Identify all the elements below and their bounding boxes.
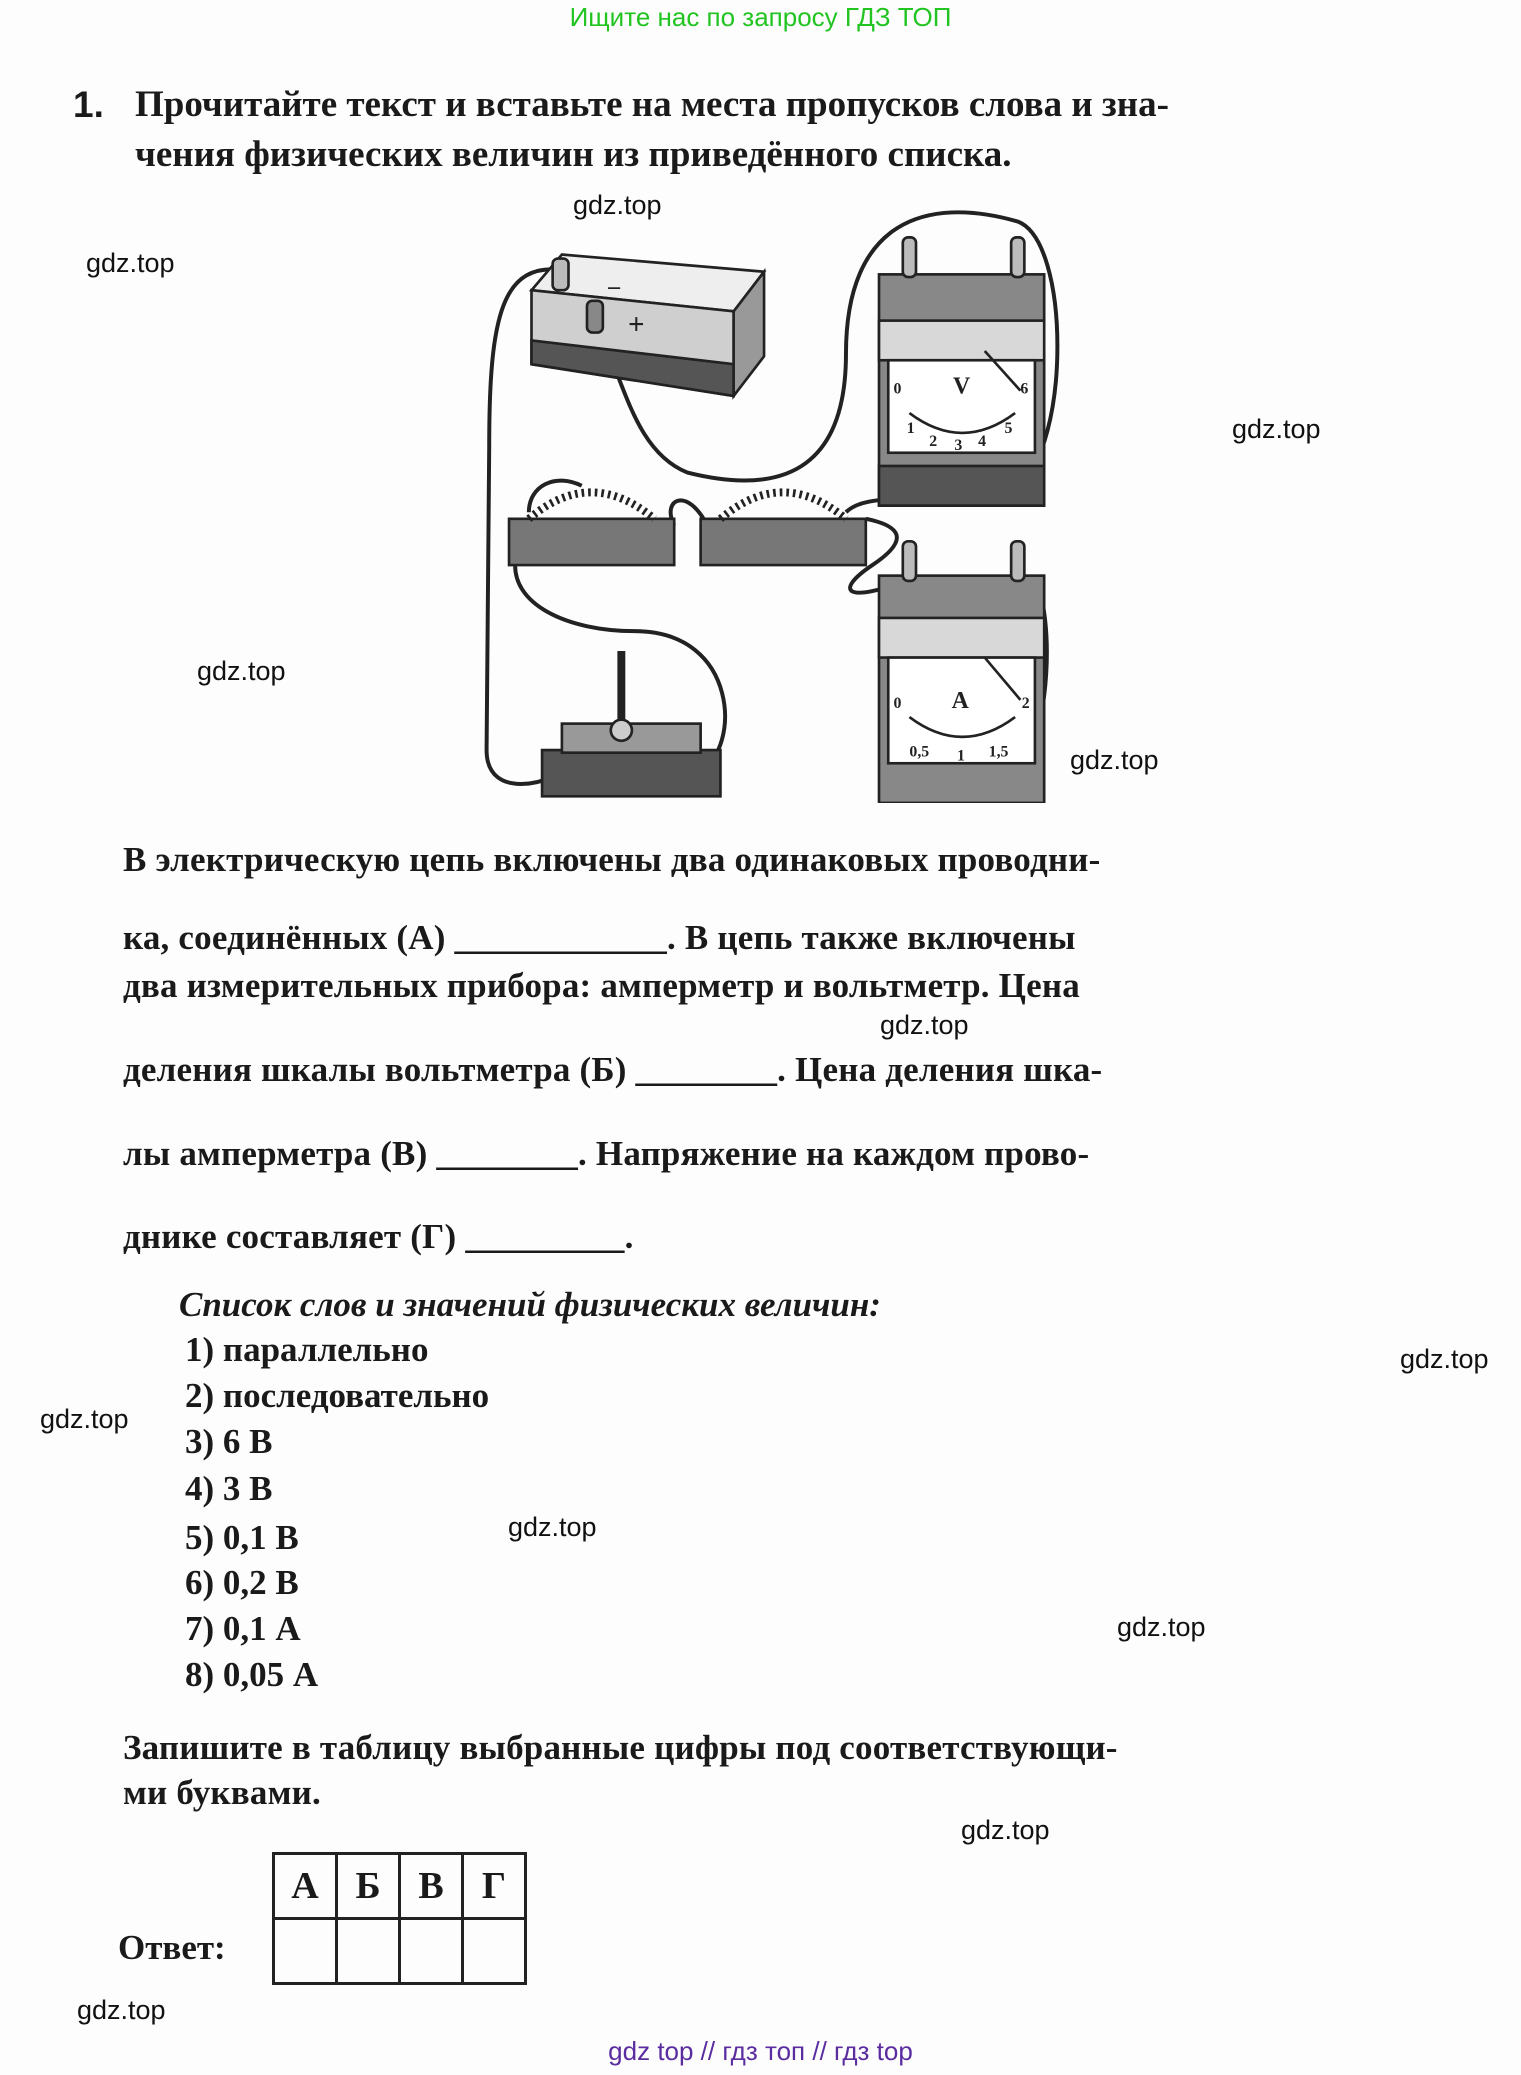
instruction-line: ми буквами. [123, 1773, 321, 1812]
battery [531, 255, 764, 396]
list-item: 2) последовательно [185, 1376, 490, 1415]
answer-header: В [400, 1854, 463, 1919]
task-number: 1. [73, 84, 104, 125]
watermark: gdz.top [86, 248, 175, 278]
answer-label: Ответ: [118, 1928, 226, 1967]
scale-tick: 0,5 [909, 743, 930, 761]
paragraph-line: ка, соединённых (А) ____________. В цепь также включены [123, 918, 1076, 957]
voltmeter-symbol: V [953, 373, 971, 400]
paragraph-line: деления шкалы вольтметра (Б) ________. Цена деления шка- [123, 1050, 1103, 1089]
watermark: gdz.top [40, 1404, 129, 1434]
answer-cell[interactable] [337, 1919, 400, 1984]
paragraph-line: днике составляет (Г) _________. [123, 1217, 634, 1256]
watermark: gdz.top [197, 656, 286, 686]
voltmeter [879, 237, 1044, 505]
watermark: gdz.top [1117, 1612, 1206, 1642]
answer-cell[interactable] [274, 1919, 337, 1984]
wire [529, 481, 582, 513]
answer-cell[interactable] [463, 1919, 526, 1984]
scale-tick: 2 [929, 433, 938, 451]
scale-tick: 5 [1004, 419, 1013, 437]
watermark: gdz.top [1232, 414, 1321, 444]
list-item: 8) 0,05 А [185, 1655, 319, 1694]
scale-tick: 0 [893, 380, 902, 398]
answer-header: Г [463, 1854, 526, 1919]
scale-tick: 3 [954, 437, 963, 455]
answer-header: Б [337, 1854, 400, 1919]
list-item: 5) 0,1 В [185, 1518, 299, 1557]
paragraph-line: В электрическую цепь включены два одинаковых проводни- [123, 840, 1101, 879]
answer-header: А [274, 1854, 337, 1919]
switch [542, 651, 720, 796]
answer-table [272, 1852, 527, 1985]
watermark: gdz.top [77, 1995, 166, 2025]
watermark: gdz.top [961, 1815, 1050, 1845]
scale-tick: 6 [1020, 380, 1029, 398]
scale-tick: 1,5 [988, 743, 1009, 761]
instruction-line: Запишите в таблицу выбранные цифры под соответствующи- [123, 1728, 1118, 1767]
task-heading [73, 80, 1493, 180]
heading-line: чения физических величин из приведённого списка. [135, 134, 1012, 175]
list-item: 6) 0,2 В [185, 1563, 299, 1602]
battery-minus: – [608, 274, 621, 301]
circuit-figure [476, 195, 1064, 803]
footer-banner[interactable]: gdz top // гдз топ // гдз top [608, 2036, 913, 2066]
scale-tick: 1 [956, 747, 965, 765]
watermark: gdz.top [573, 190, 662, 220]
paragraph-line: два измерительных прибора: амперметр и вольтметр. Цена [123, 966, 1080, 1005]
list-item: 4) 3 В [185, 1469, 273, 1508]
scale-tick: 0 [893, 694, 902, 712]
list-title: Список слов и значений физических величин: [179, 1285, 881, 1324]
scale-tick: 4 [978, 433, 987, 451]
watermark: gdz.top [1070, 745, 1159, 775]
list-item: 1) параллельно [185, 1330, 429, 1369]
search-banner[interactable]: Ищите нас по запросу ГДЗ ТОП [569, 2, 952, 32]
scale-tick: 2 [1021, 694, 1030, 712]
watermark: gdz.top [508, 1512, 597, 1542]
watermark: gdz.top [880, 1010, 969, 1040]
list-item: 7) 0,1 А [185, 1609, 301, 1648]
list-item: 3) 6 В [185, 1422, 273, 1461]
ammeter-symbol: A [951, 687, 969, 714]
battery-plus: + [627, 308, 645, 341]
heading-line: Прочитайте текст и вставьте на места пропусков слова и зна- [135, 84, 1169, 125]
answer-cell[interactable] [400, 1919, 463, 1984]
watermark: gdz.top [1400, 1344, 1489, 1374]
paragraph-line: лы амперметра (В) ________. Напряжение на каждом прово- [123, 1134, 1090, 1173]
scale-tick: 1 [906, 419, 915, 437]
ammeter [879, 541, 1044, 803]
